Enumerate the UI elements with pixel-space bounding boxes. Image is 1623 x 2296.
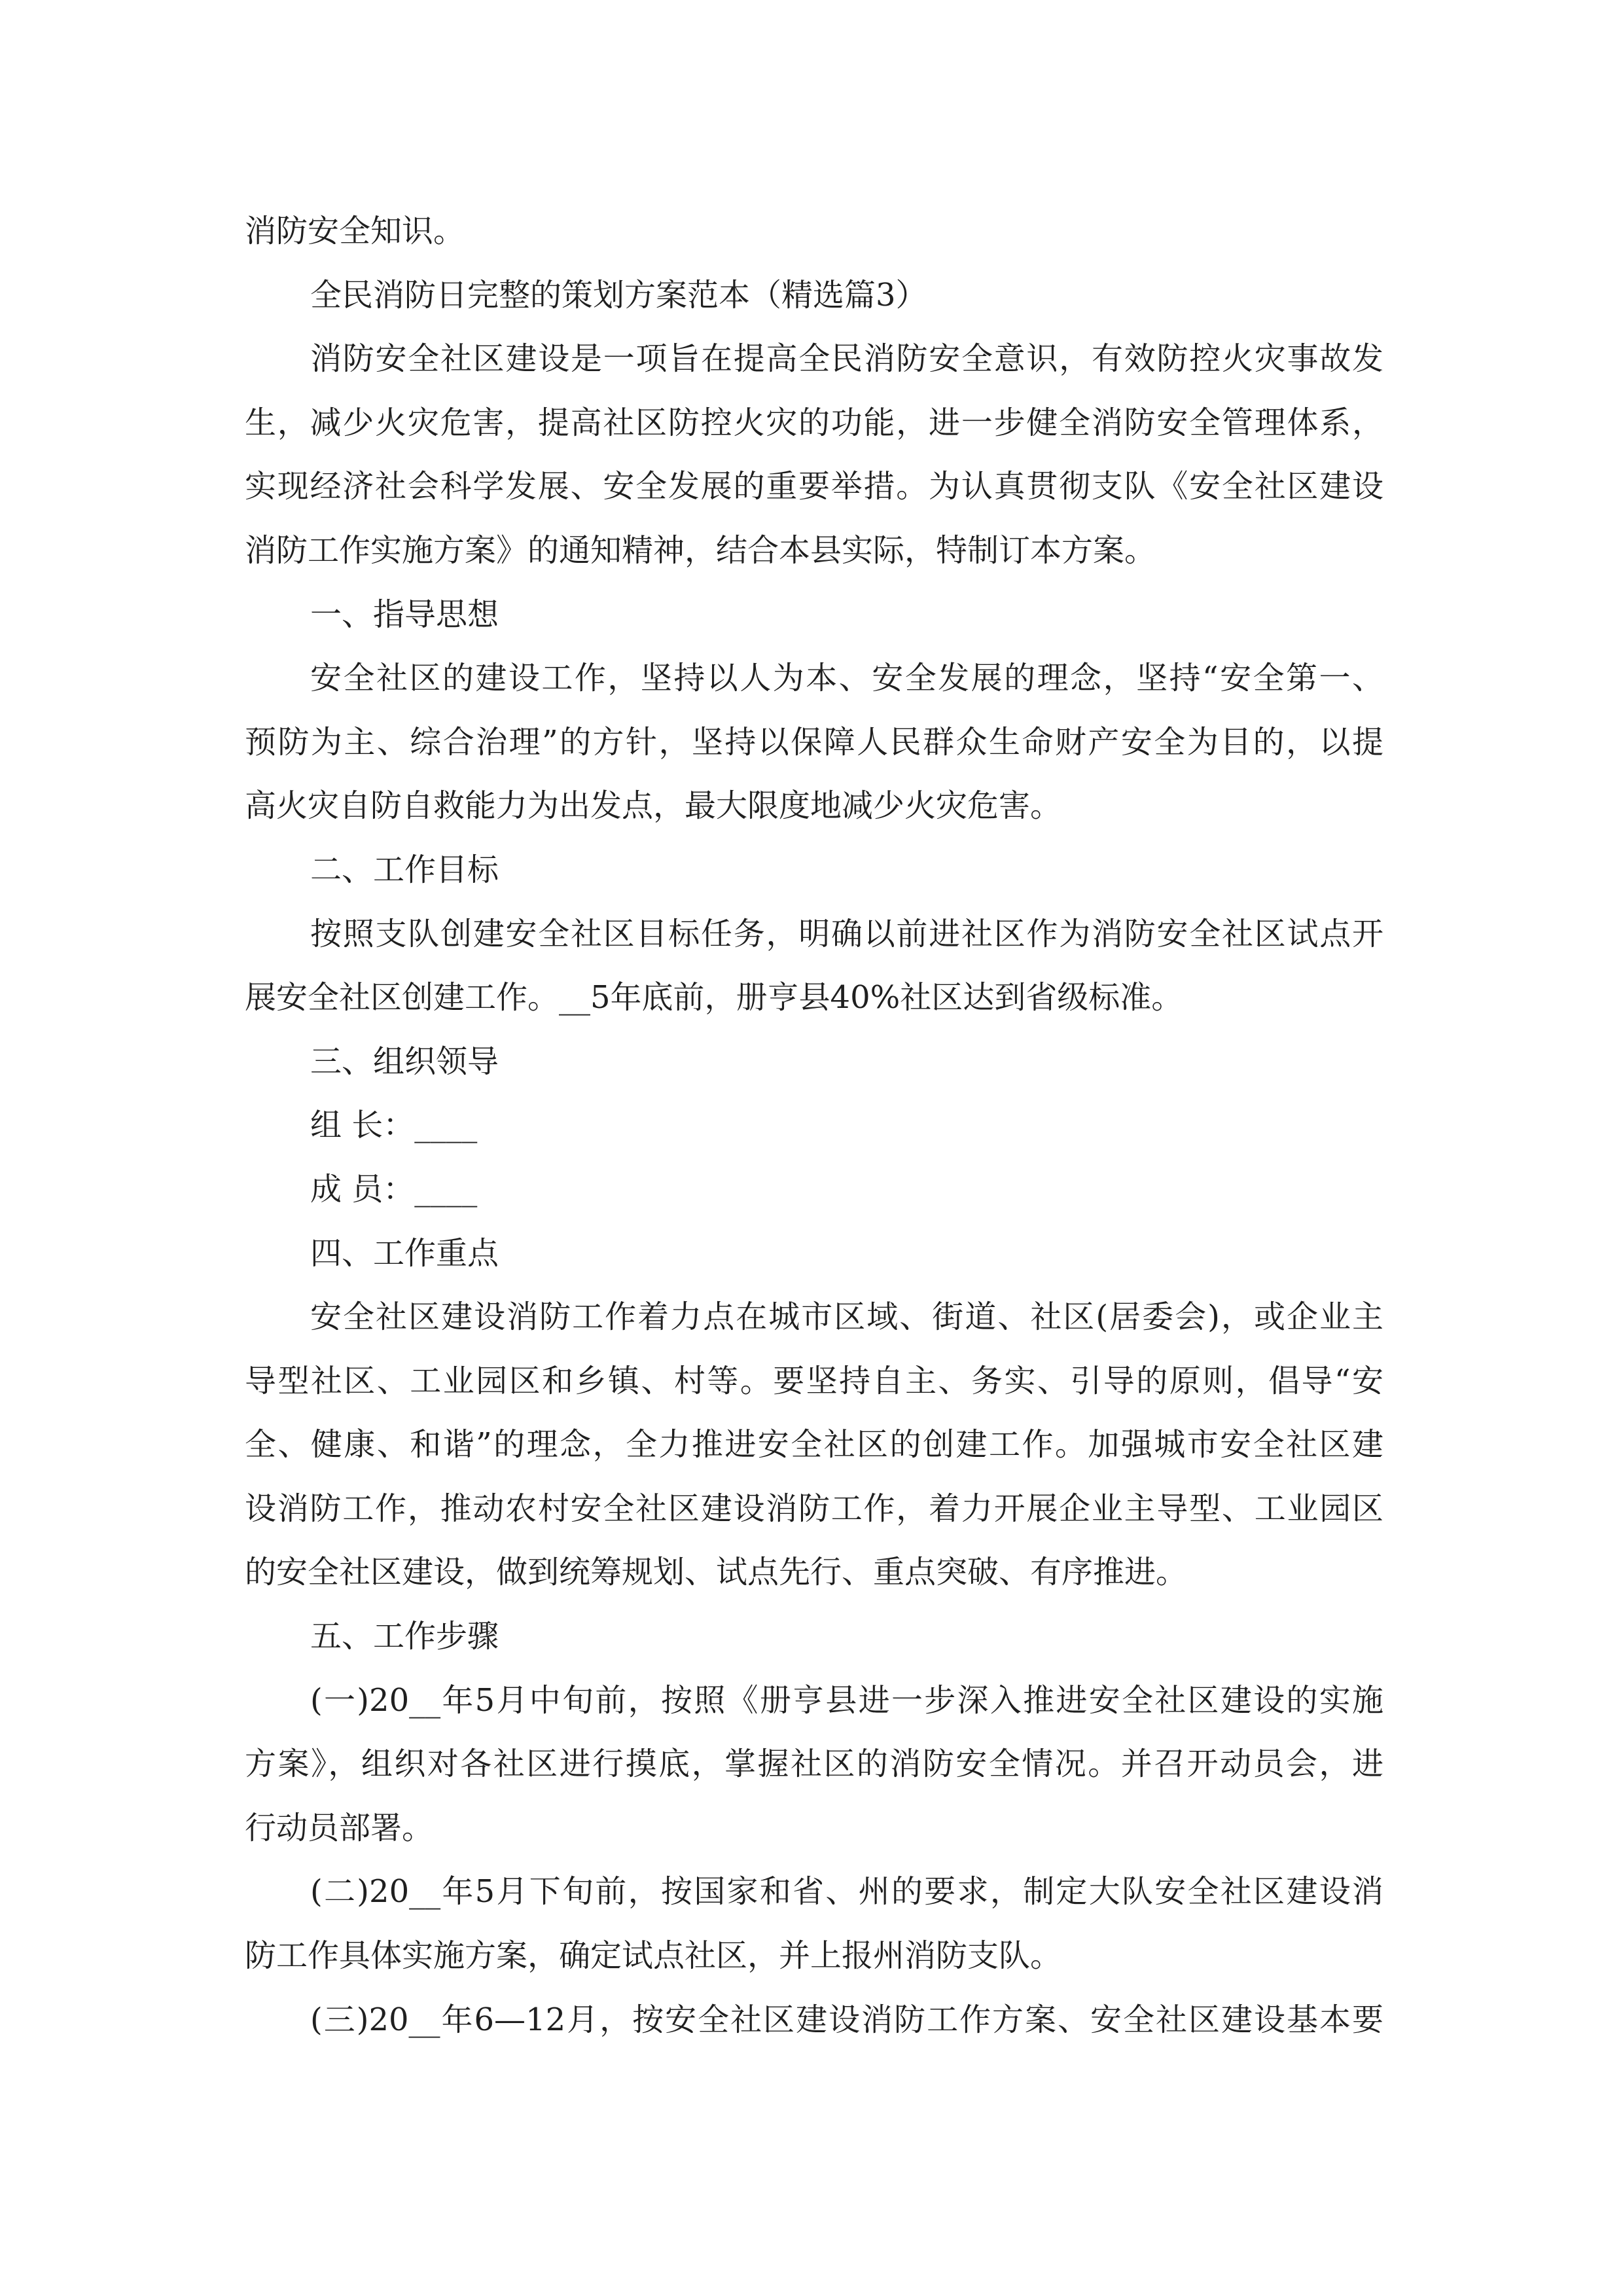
text-line: (一)20__年5月中旬前，按照《册亨县进一步深入推进安全社区建设的实施 (310, 1681, 1383, 1719)
text-line: 设消防工作，推动农村安全社区建设消防工作，着力开展企业主导型、工业园区 (245, 1490, 1383, 1527)
text-line: 预防为主、综合治理”的方针，坚持以保障人民群众生命财产安全为目的，以提 (245, 723, 1383, 761)
text-line: 实现经济社会科学发展、安全发展的重要举措。为认真贯彻支队《安全社区建设 (245, 468, 1383, 505)
text-line: 消防安全社区建设是一项旨在提高全民消防安全意识，有效防控火灾事故发 (310, 340, 1383, 378)
section-title: 全民消防日完整的策划方案范本（精选篇3） (310, 276, 927, 314)
text-line: 成 员：____ (310, 1170, 478, 1208)
text-line: 展安全社区创建工作。__5年底前，册亨县40%社区达到省级标准。 (245, 979, 1183, 1016)
text-line: 生，减少火灾危害，提高社区防控火灾的功能，进一步健全消防安全管理体系， (245, 404, 1383, 441)
section-heading: 三、组织领导 (310, 1043, 499, 1080)
document-body (245, 200, 1383, 2052)
section-heading: 一、指导思想 (310, 596, 499, 633)
text-line: 安全社区建设消防工作着力点在城市区域、街道、社区(居委会)，或企业主 (310, 1299, 1383, 1336)
text-line: (三)20__年6—12月，按安全社区建设消防工作方案、安全社区建设基本要 (310, 2001, 1383, 2038)
text-line: 的安全社区建设，做到统筹规划、试点先行、重点突破、有序推进。 (245, 1554, 1188, 1591)
section-heading: 五、工作步骤 (310, 1618, 499, 1655)
text-line: 消防工作实施方案》的通知精神，结合本县实际，特制订本方案。 (245, 531, 1156, 569)
text-line: 按照支队创建安全社区目标任务，明确以前进社区作为消防安全社区试点开 (310, 915, 1383, 952)
text-line: 消防安全知识。 (245, 213, 465, 249)
text-line: (二)20__年5月下旬前，按国家和省、州的要求，制定大队安全社区建设消 (310, 1873, 1383, 1910)
text-line: 组 长：____ (310, 1107, 478, 1144)
text-line: 行动员部署。 (245, 1809, 434, 1846)
section-heading: 四、工作重点 (310, 1234, 499, 1272)
text-line: 防工作具体实施方案，确定试点社区，并上报州消防支队。 (245, 1937, 1062, 1975)
text-line: 导型社区、工业园区和乡镇、村等。要坚持自主、务实、引导的原则，倡导“安 (245, 1362, 1383, 1399)
section-heading: 二、工作目标 (310, 851, 499, 888)
text-line: 全、健康、和谐”的理念，全力推进安全社区的创建工作。加强城市安全社区建 (245, 1426, 1383, 1463)
text-line: 安全社区的建设工作，坚持以人为本、安全发展的理念，坚持“安全第一、 (310, 660, 1383, 697)
text-line: 方案》，组织对各社区进行摸底，掌握社区的消防安全情况。并召开动员会，进 (245, 1746, 1383, 1783)
text-line: 高火灾自防自救能力为出发点，最大限度地减少火灾危害。 (245, 787, 1062, 825)
